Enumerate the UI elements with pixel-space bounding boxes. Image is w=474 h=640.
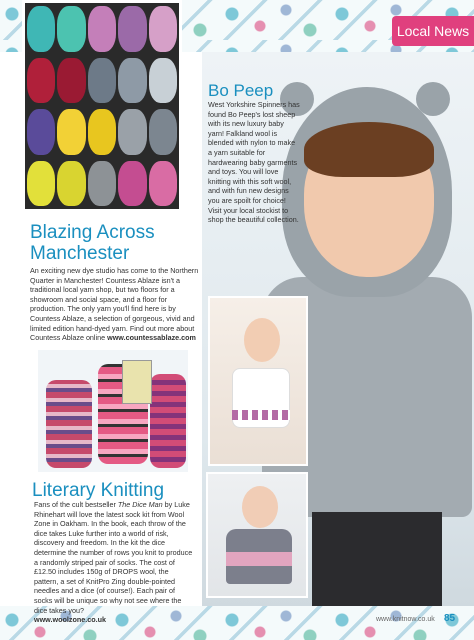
yarn-wall-photo bbox=[22, 0, 182, 212]
page-number: 85 bbox=[444, 613, 456, 624]
girl-top-photo bbox=[208, 296, 308, 466]
blazing-body bbox=[30, 266, 200, 343]
baby-dress-photo bbox=[206, 472, 308, 598]
blazing-headline: Blazing Across Manchester bbox=[30, 222, 155, 264]
section-badge: Local News bbox=[392, 16, 474, 46]
literary-headline: Literary Knitting bbox=[32, 480, 165, 501]
bo-peep-headline: Bo Peep bbox=[208, 81, 274, 100]
book-title: The Dice Man bbox=[117, 500, 163, 509]
literary-body-start: Fans of the cult bestseller bbox=[34, 500, 118, 509]
literary-body-rest: by Luke Rhinehart will love the latest sock kit from Wool Zone in Oakham. In the book, each throw of the dice takes Luke further into a world of risk, discovery and freedom. In the kit the dice determine the number of rows you knit to produce a randomly striped pair of socks. The cost of £12.50 includes 150g of DROPS wool, the pattern, a set of KnitPro Zing double-pointed needles and a dice (of course!). Each pair of socks will be unique so why not see where the dice takes you? bbox=[34, 500, 193, 615]
woolzone-link[interactable]: www.woolzone.co.uk bbox=[34, 615, 107, 625]
footer-site: www.knitnow.co.uk bbox=[376, 616, 435, 623]
dice-socks-photo bbox=[36, 348, 190, 474]
bo-peep-body: West Yorkshire Spinners has found Bo Peep's lost sheep with its new luxury baby yarn! Falkland wool is blended with nylon to make a yarn suitable for hardwearing baby garments and toys. You will love knitting with this soft wool, and with fun new designs you are spoilt for choice! Visit your local stockist to shop the beautiful collection. bbox=[208, 100, 300, 225]
literary-body bbox=[34, 500, 194, 625]
blazing-body-text: An exciting new dye studio has come to the Northern Quarter in Manchester! Countess Ablaze isn't a traditional local yarn shop, but two floors for a showroom and social space, and a floor for production. The only yarn you'll find here is by Countess Ablaze, a selection of gorgeous, vivid and limited edition hand-dyed yarn. Find out more about Countess Ablaze online bbox=[30, 266, 199, 343]
countess-ablaze-link[interactable]: www.countessablaze.com bbox=[107, 333, 196, 343]
